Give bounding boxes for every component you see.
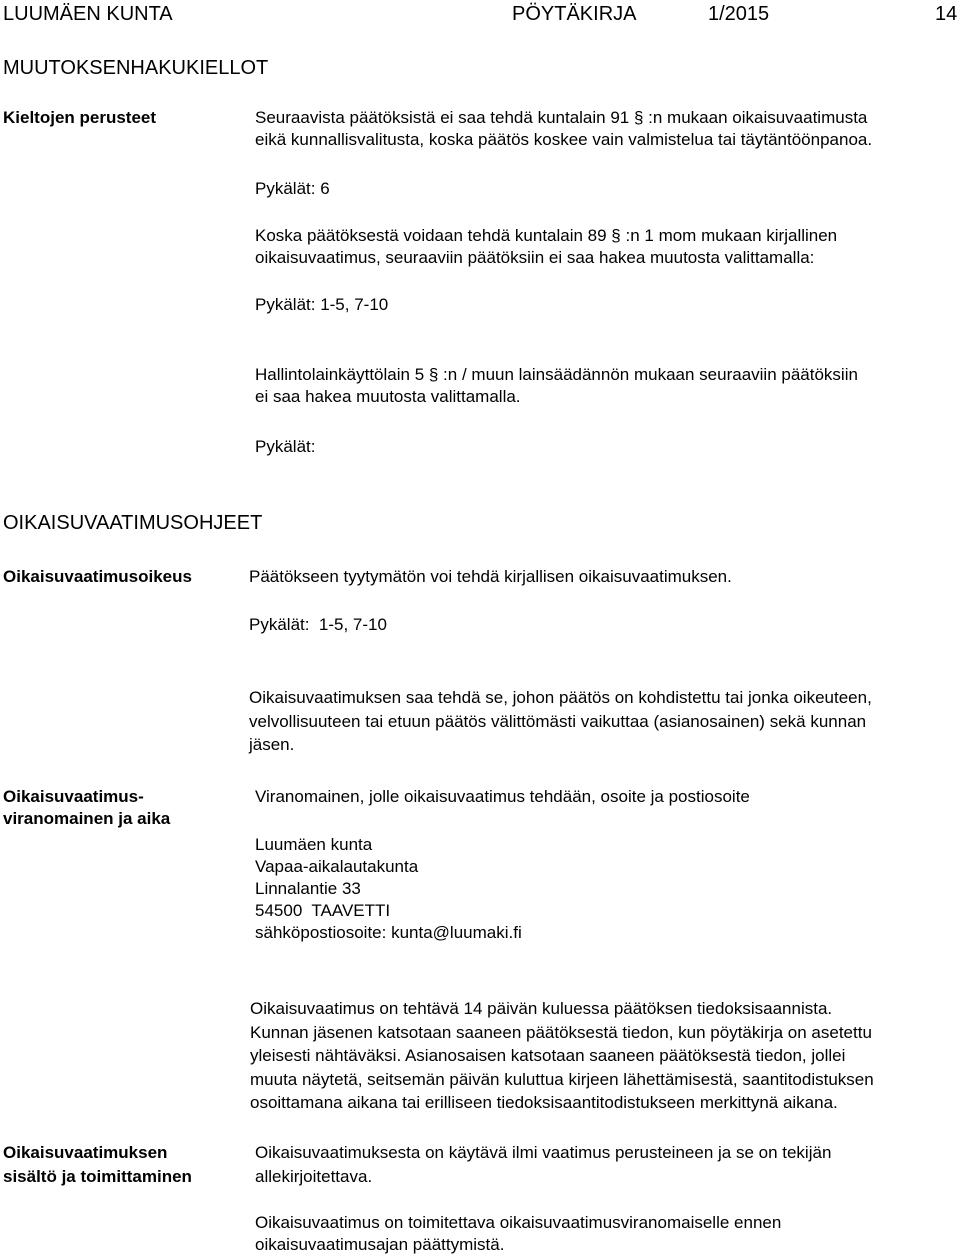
paragraph-aika: Oikaisuvaatimus on tehtävä 14 päivän kuluessa päätöksen tiedoksisaannista. Kunnan jäsenen katsotaan saaneen päätöksestä tiedon, kun pöytäkirja on asetettu yleisesti nähtäväksi. Asianosaisen katsotaan saaneen päätöksestä tiedon, jollei muuta näytetä, seitsemän päivän kuluttua kirjeen lähettämisestä, saantitodistuksen osoittamana aikana tai erilliseen tiedoksisaantitodistukseen merkittynä aikana. (250, 999, 874, 1112)
label-sisalto-ja-toimittaminen: Oikaisuvaatimuksen sisältö ja toimittaminen (3, 1143, 192, 1186)
oikeus-pykalat: Pykälät: 1-5, 7-10 (249, 615, 387, 634)
paragraph-kiellot-2: Koska päätöksestä voidaan tehdä kuntalain 89 § :n 1 mom mukaan kirjallinen oikaisuvaatimus, seuraaviin päätöksiin ei saa hakea muutosta valittamalla: (255, 226, 838, 267)
header-org: LUUMÄEN KUNTA (3, 3, 173, 25)
paragraph-kiellot-1: Seuraavista päätöksistä ei saa tehdä kuntalain 91 § :n mukaan oikaisuvaatimusta eikä kunnallisvalitusta, koska päätös koskee vain valmistelua tai täytäntöönpanoa. (255, 108, 873, 149)
pykalat-line-1: Pykälät: 6 (255, 179, 330, 198)
section-title-oikaisuvaatimusohjeet: OIKAISUVAATIMUSOHJEET (3, 512, 263, 534)
paragraph-sisalto-1: Oikaisuvaatimuksesta on käytävä ilmi vaatimus perusteineen ja se on tekijän allekirjoitettava. (255, 1143, 832, 1186)
address-board: Vapaa-aikalautakunta (255, 857, 419, 876)
address-block (255, 834, 522, 944)
header-doc-type: PÖYTÄKIRJA (512, 3, 637, 25)
oikeus-text: Päätökseen tyytymätön voi tehdä kirjallisen oikaisuvaatimuksen. (249, 567, 732, 586)
paragraph-sisalto-2: Oikaisuvaatimus on toimitettava oikaisuvaatimusviranomaiselle ennen oikaisuvaatimusajan päättymistä. (255, 1213, 782, 1254)
paragraph-oikeus: Oikaisuvaatimuksen saa tehdä se, johon päätös on kohdistettu tai jonka oikeuteen, velvollisuuteen tai etuun päätös välittömästi vaikuttaa (asianosainen) sekä kunnan jäsen. (249, 688, 872, 754)
label-viranomainen-ja-aika: Oikaisuvaatimus- viranomainen ja aika (3, 787, 171, 828)
viranomainen-intro: Viranomainen, jolle oikaisuvaatimus tehdään, osoite ja postiosoite (255, 787, 750, 806)
label-oikaisuvaatimusoikeus: Oikaisuvaatimusoikeus (3, 567, 192, 586)
header-page-no: 14 (935, 3, 958, 25)
header-doc-no: 1/2015 (708, 3, 770, 25)
address-email: sähköpostiosoite: kunta@luumaki.fi (255, 923, 522, 942)
label-kieltojen-perusteet: Kieltojen perusteet (3, 108, 157, 127)
paragraph-kiellot-3: Hallintolainkäyttölain 5 § :n / muun lainsäädännön mukaan seuraaviin päätöksiin ei saa hakea muutosta valittamalla. (255, 365, 858, 406)
address-street: Linnalantie 33 (255, 879, 361, 898)
pykalat-line-2: Pykälät: 1-5, 7-10 (255, 295, 389, 314)
pykalat-line-3: Pykälät: (255, 437, 316, 456)
address-postal: 54500 TAAVETTI (255, 901, 391, 920)
section-title-muutoksenhakukiellot: MUUTOKSENHAKUKIELLOT (3, 57, 269, 79)
address-org: Luumäen kunta (255, 835, 373, 854)
